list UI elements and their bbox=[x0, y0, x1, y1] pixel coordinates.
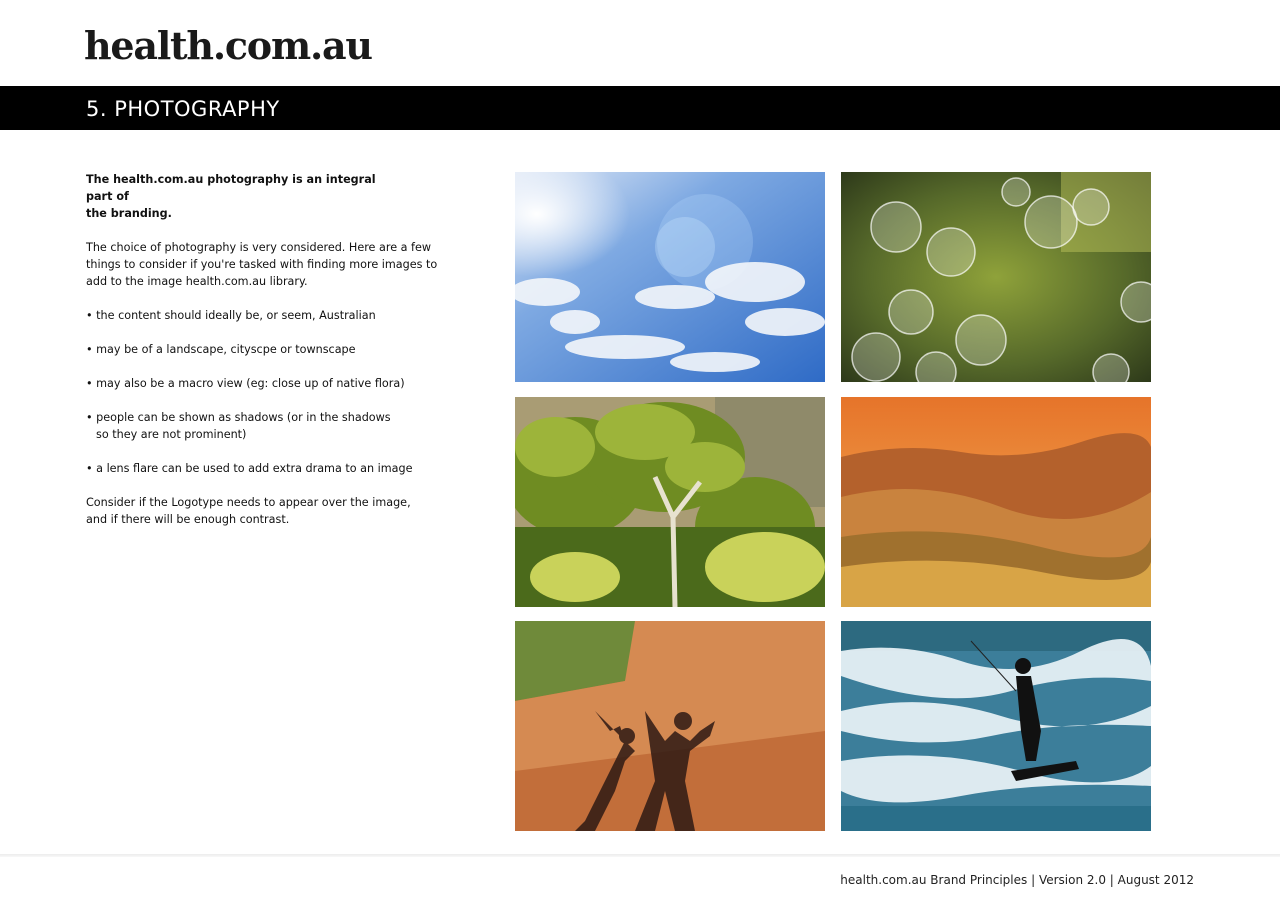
paragraph-line: The choice of photography is very considered. Here are a few bbox=[86, 241, 432, 254]
photo-sky bbox=[515, 172, 825, 382]
intro-line: The health.com.au photography is an integral part of bbox=[86, 173, 376, 203]
photo-kitesurfer bbox=[841, 621, 1151, 831]
photo-outback bbox=[841, 397, 1151, 607]
photo-bokeh bbox=[841, 172, 1151, 382]
closing-line: and if there will be enough contrast. bbox=[86, 513, 290, 526]
bullet-line: so they are not prominent) bbox=[96, 428, 247, 441]
closing-text bbox=[86, 494, 446, 528]
bullet-line: • people can be shown as shadows (or in the shadows bbox=[86, 411, 391, 424]
intro-line: the branding. bbox=[86, 207, 172, 220]
bullet-item: • the content should ideally be, or seem, Australian bbox=[86, 309, 376, 322]
paragraph-line: things to consider if you're tasked with finding more images to bbox=[86, 258, 438, 271]
photo-shadows bbox=[515, 621, 825, 831]
closing-line: Consider if the Logotype needs to appear over the image, bbox=[86, 496, 411, 509]
footer-text: health.com.au Brand Principles | Version 2.0 | August 2012 bbox=[840, 873, 1194, 887]
paragraph-line: add to the image health.com.au library. bbox=[86, 275, 308, 288]
body-text bbox=[86, 171, 446, 528]
bullet-item: • may be of a landscape, cityscpe or townscape bbox=[86, 343, 356, 356]
bullet-item: • may also be a macro view (eg: close up of native flora) bbox=[86, 377, 405, 390]
section-title: 5. PHOTOGRAPHY bbox=[86, 97, 280, 121]
footer-divider bbox=[0, 854, 1280, 857]
bullet-item bbox=[86, 409, 446, 443]
photo-forest bbox=[515, 397, 825, 607]
intro-text bbox=[86, 171, 386, 222]
bullet-item: • a lens flare can be used to add extra drama to an image bbox=[86, 462, 413, 475]
paragraph bbox=[86, 239, 446, 290]
brand-logo: health.com.au bbox=[84, 23, 372, 68]
